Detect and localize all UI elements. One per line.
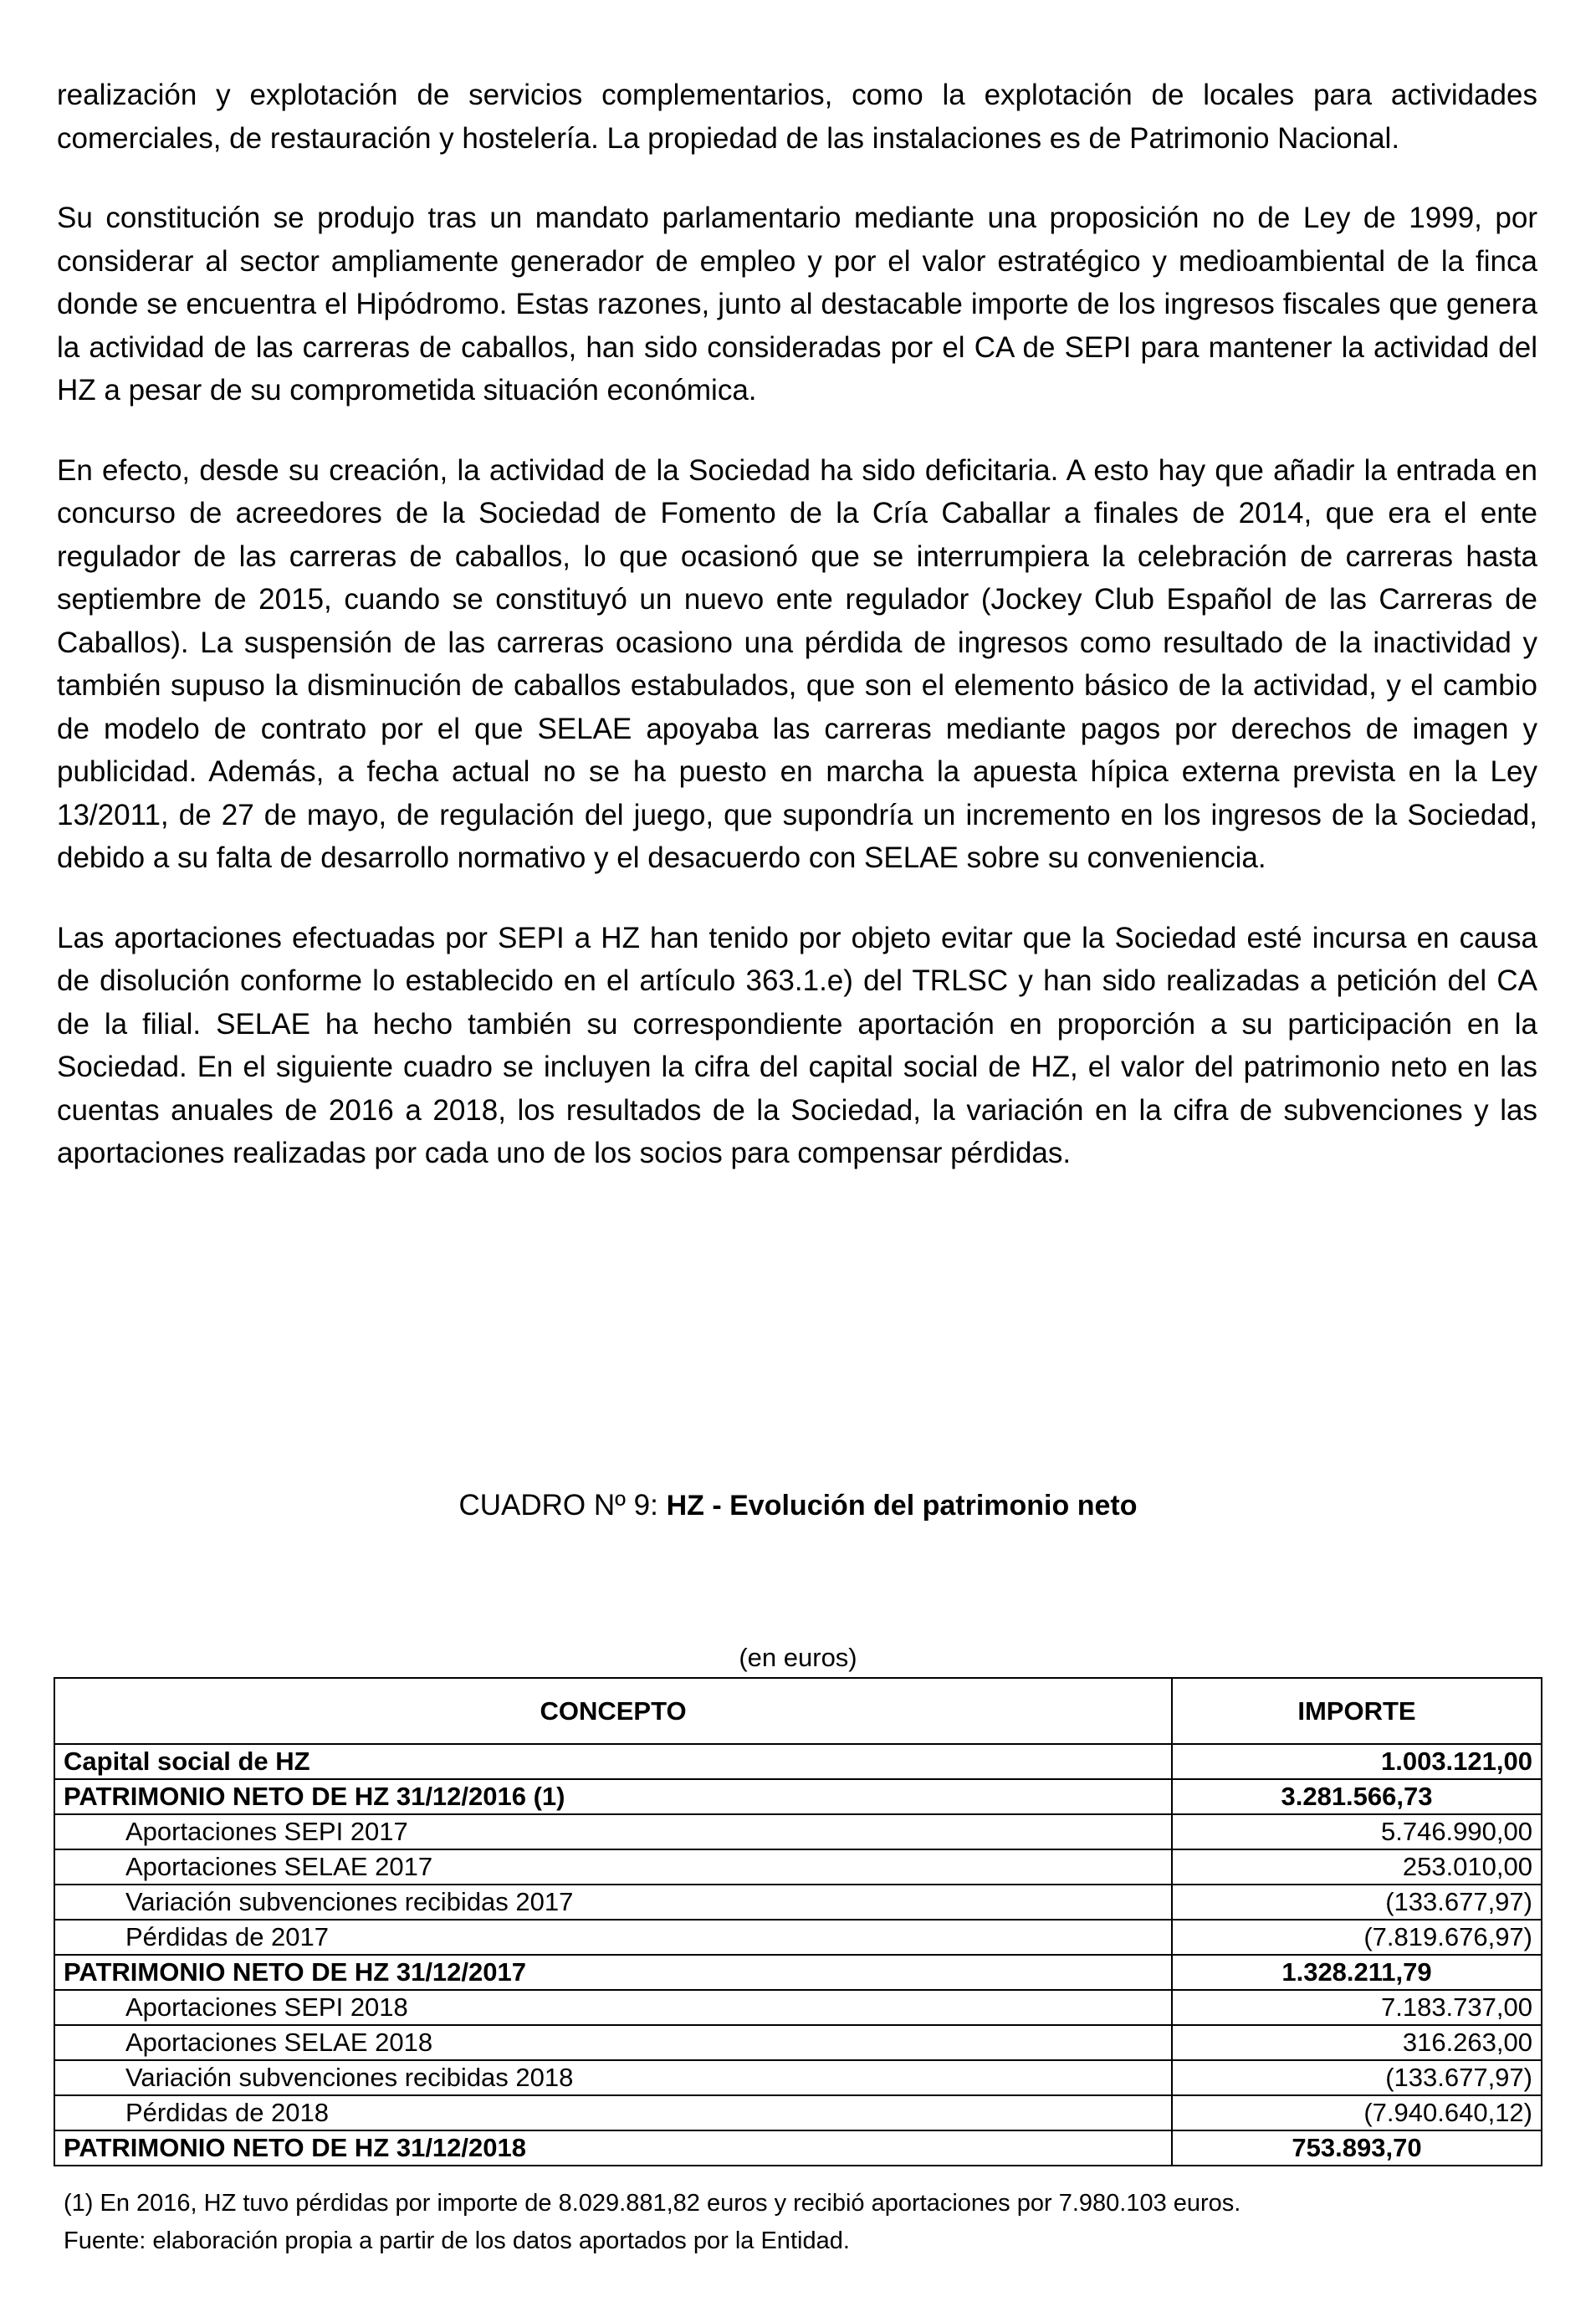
row-concept: Aportaciones SELAE 2018 (54, 2025, 1172, 2060)
row-value: 753.893,70 (1172, 2130, 1542, 2166)
table-number: CUADRO Nº 9: (458, 1489, 658, 1522)
row-concept: Variación subvenciones recibidas 2018 (54, 2060, 1172, 2095)
row-concept: Aportaciones SEPI 2017 (54, 1814, 1172, 1849)
row-concept: Aportaciones SELAE 2017 (54, 1849, 1172, 1885)
row-value: (7.819.676,97) (1172, 1920, 1542, 1955)
row-value: 1.003.121,00 (1172, 1744, 1542, 1779)
paragraph-2: Su constitución se produjo tras un mandato parlamentario mediante una proposición no de Ley de 1999, por considerar al sector ampliamente generador de empleo y por el valor estratégico y medioambiental de la finca donde se encuentra el Hipódromo. Estas razones, junto al destacable importe de los ingresos fiscales que genera la actividad de las carreras de caballos, han sido consideradas por el CA de SEPI para mantener la actividad del HZ a pesar de su comprometida situación económica. (57, 202, 1537, 407)
row-concept: Variación subvenciones recibidas 2017 (54, 1885, 1172, 1920)
header-concepto: CONCEPTO (54, 1678, 1172, 1744)
table-row (54, 2095, 1542, 2130)
row-value: 5.746.990,00 (1172, 1814, 1542, 1849)
table-row (54, 1920, 1542, 1955)
row-concept: PATRIMONIO NETO DE HZ 31/12/2016 (1) (54, 1779, 1172, 1814)
patrimonio-table (54, 1677, 1542, 2166)
table-row (54, 1814, 1542, 1849)
row-value: (7.940.640,12) (1172, 2095, 1542, 2130)
paragraph-3: En efecto, desde su creación, la actividad de la Sociedad ha sido deficitaria. A esto hay que añadir la entrada en concurso de acreedores de la Sociedad de Fomento de la Cría Caballar a finales de 2014, que era el ente regulador de las carreras de caballos, lo que ocasionó que se interrumpiera la celebración de carreras hasta septiembre de 2015, cuando se constituyó un nuevo ente regulador (Jockey Club Español de las Carreras de Caballos). La suspensión de las carreras ocasiono una pérdida de ingresos como resultado de la inactividad y también supuso la disminución de caballos estabulados, que son el elemento básico de la actividad, y el cambio de modelo de contrato por el que SELAE apoyaba las carreras mediante pagos por derechos de imagen y publicidad. Además, a fecha actual no se ha puesto en marcha la apuesta hípica externa prevista en la Ley 13/2011, de 27 de mayo, de regulación del juego, que supondría un incremento en los ingresos de la Sociedad, debido a su falta de desarrollo normativo y el desacuerdo con SELAE sobre su conveniencia. (57, 453, 1537, 874)
row-concept: Pérdidas de 2018 (54, 2095, 1172, 2130)
table-body (54, 1744, 1542, 2166)
footnote: (1) En 2016, HZ tuvo pérdidas por importe de 8.029.881,82 euros y recibió aportaciones por 7.980.103 euros. (64, 2190, 1241, 2217)
row-concept: Aportaciones SEPI 2018 (54, 1990, 1172, 2025)
table-row (54, 2130, 1542, 2166)
table-row (54, 1779, 1542, 1814)
table-row (54, 1885, 1542, 1920)
header-importe: IMPORTE (1172, 1678, 1542, 1744)
source-note: Fuente: elaboración propia a partir de los datos aportados por la Entidad. (64, 2227, 850, 2254)
row-value: (133.677,97) (1172, 1885, 1542, 1920)
table-row (54, 2025, 1542, 2060)
row-concept: PATRIMONIO NETO DE HZ 31/12/2018 (54, 2130, 1172, 2166)
table-row (54, 1849, 1542, 1885)
table-units: (en euros) (739, 1643, 857, 1672)
row-value: 316.263,00 (1172, 2025, 1542, 2060)
table-row (54, 1990, 1542, 2025)
paragraph-4: Las aportaciones efectuadas por SEPI a HZ han tenido por objeto evitar que la Sociedad esté incursa en causa de disolución conforme lo establecido en el artículo 363.1.e) del TRLSC y han sido realizadas a petición del CA de la filial. SELAE ha hecho también su correspondiente aportación en proporción a su participación en la Sociedad. En el siguiente cuadro se incluyen la cifra del capital social de HZ, el valor del patrimonio neto en las cuentas anuales de 2016 a 2018, los resultados de la Sociedad, la variación en la cifra de subvenciones y las aportaciones realizadas por cada uno de los socios para compensar pérdidas. (57, 921, 1537, 1169)
paragraph-1: realización y explotación de servicios complementarios, como la explotación de locales para actividades comerciales, de restauración y hostelería. La propiedad de las instalaciones es de Patrimonio Nacional. (57, 79, 1537, 155)
row-concept: Pérdidas de 2017 (54, 1920, 1172, 1955)
table-row (54, 1744, 1542, 1779)
row-concept: PATRIMONIO NETO DE HZ 31/12/2017 (54, 1955, 1172, 1990)
body-text (57, 74, 1537, 1212)
row-value: 7.183.737,00 (1172, 1990, 1542, 2025)
table-row (54, 2060, 1542, 2095)
table-caption: HZ - Evolución del patrimonio neto (666, 1490, 1138, 1522)
table-title (0, 1487, 1596, 1524)
table-header-row (54, 1678, 1542, 1744)
row-value: 1.328.211,79 (1172, 1955, 1542, 1990)
row-value: 253.010,00 (1172, 1849, 1542, 1885)
table-notes (64, 2185, 1544, 2260)
table-row (54, 1955, 1542, 1990)
row-value: 3.281.566,73 (1172, 1779, 1542, 1814)
row-value: (133.677,97) (1172, 2060, 1542, 2095)
row-concept: Capital social de HZ (54, 1744, 1172, 1779)
